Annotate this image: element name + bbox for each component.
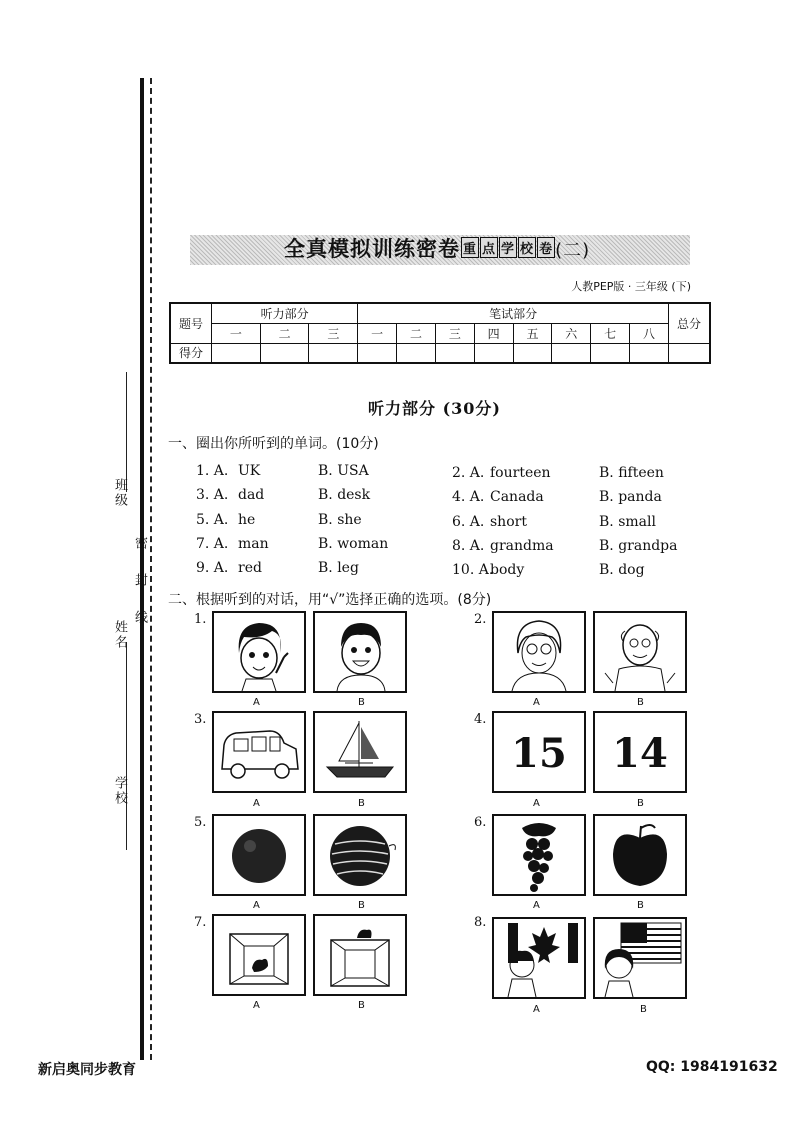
grapes-icon[interactable] — [492, 814, 586, 896]
q1-item-number[interactable]: 4. A. — [452, 489, 485, 506]
orange-icon[interactable] — [212, 814, 306, 896]
title-tag: 校 — [518, 237, 536, 258]
page-title — [284, 233, 590, 263]
option-a-label: A — [533, 697, 540, 708]
edition-label: 人教PEP版 · 三年级 (下) — [571, 280, 691, 293]
col-header: 三 — [435, 323, 474, 343]
option-a-label: A — [533, 900, 540, 911]
score-label: 得分 — [170, 343, 212, 363]
option-b-label: B — [640, 1004, 647, 1015]
col-header: 七 — [591, 323, 630, 343]
score-cell[interactable] — [513, 343, 552, 363]
option-b-label: B — [358, 1000, 365, 1011]
option-b-label: B — [358, 798, 365, 809]
q1-option-b[interactable]: B. dog — [599, 562, 645, 579]
q1-option-b[interactable]: B. she — [318, 511, 362, 528]
q1-item-number[interactable]: 8. A. — [452, 537, 485, 554]
col-header: 二 — [397, 323, 436, 343]
seal-text: 密 封 线 — [132, 536, 147, 634]
title-paren: (二) — [555, 240, 591, 261]
q1-option-a[interactable]: he — [238, 511, 256, 528]
col-header: 一 — [212, 323, 261, 343]
row-label: 题号 — [170, 303, 212, 343]
option-a-label: A — [253, 798, 260, 809]
option-b-label: B — [358, 900, 365, 911]
boy-icon[interactable] — [313, 611, 407, 693]
score-table — [169, 302, 711, 364]
number-14-text: 14 — [612, 730, 668, 777]
q2-number-6: 6. — [474, 815, 487, 830]
option-b-label: B — [637, 798, 644, 809]
score-cell[interactable] — [552, 343, 591, 363]
listening-group: 听力部分 — [212, 303, 358, 323]
q2-number-4: 4. — [474, 712, 487, 727]
option-b-label: B — [358, 697, 365, 708]
col-header: 一 — [358, 323, 397, 343]
canada-boy-icon[interactable] — [492, 917, 586, 999]
apple-icon[interactable] — [593, 814, 687, 896]
q1-option-b[interactable]: B. woman — [318, 535, 389, 552]
score-cell[interactable] — [309, 343, 358, 363]
q1-item-number[interactable]: 1. A. — [196, 463, 229, 479]
score-cell[interactable] — [591, 343, 630, 363]
box-on-icon[interactable] — [313, 914, 407, 996]
title-tag: 重 — [461, 237, 479, 258]
col-header: 二 — [260, 323, 309, 343]
title-text: 全真模拟训练密卷 — [284, 237, 460, 261]
q1-option-b[interactable]: B. small — [599, 513, 656, 530]
q1-option-b[interactable]: B. USA — [318, 463, 369, 479]
q1-option-a[interactable]: UK — [238, 463, 261, 479]
q1-option-a[interactable]: grandma — [490, 537, 554, 554]
name-blank-line — [126, 642, 127, 762]
watermelon-icon[interactable] — [313, 814, 407, 896]
title-tag: 卷 — [537, 237, 555, 258]
col-header: 三 — [309, 323, 358, 343]
title-tags — [460, 237, 555, 261]
q1-option-b[interactable]: B. fifteen — [599, 465, 664, 481]
q2-number-1: 1. — [194, 612, 207, 627]
q1-option-a[interactable]: short — [490, 513, 527, 530]
option-a-label: A — [533, 798, 540, 809]
q1-item-number[interactable]: 3. A. — [196, 487, 229, 504]
title-tag: 学 — [499, 237, 517, 258]
usa-girl-icon[interactable] — [593, 917, 687, 999]
name-label: 姓名 — [112, 620, 127, 650]
col-header: 四 — [474, 323, 513, 343]
footer-qq: QQ: 1984191632 — [646, 1059, 778, 1075]
boat-icon[interactable] — [313, 711, 407, 793]
q1-option-a[interactable]: Canada — [490, 489, 544, 506]
q1-item-number[interactable]: 9. A. — [196, 560, 229, 577]
option-b-label: B — [637, 697, 644, 708]
total-label: 总分 — [669, 303, 711, 343]
q1-option-b[interactable]: B. leg — [318, 560, 359, 577]
number-15-card[interactable] — [492, 711, 586, 793]
score-cell[interactable] — [260, 343, 309, 363]
q2-number-5: 5. — [194, 815, 207, 830]
q2-number-8: 8. — [474, 915, 487, 930]
col-header: 八 — [630, 323, 669, 343]
q1-option-b[interactable]: B. panda — [599, 489, 662, 506]
writing-group: 笔试部分 — [358, 303, 669, 323]
q1-item-number[interactable]: 7. A. — [196, 535, 229, 552]
col-header: 五 — [513, 323, 552, 343]
class-label: 班级 — [112, 478, 127, 508]
option-a-label: A — [533, 1004, 540, 1015]
q1-item-number[interactable]: 10. A. — [452, 562, 494, 579]
score-cell[interactable] — [630, 343, 669, 363]
car-icon[interactable] — [212, 711, 306, 793]
q2-number-3: 3. — [194, 712, 207, 727]
col-header: 六 — [552, 323, 591, 343]
total-cell[interactable] — [669, 343, 711, 363]
q1-option-a[interactable]: dad — [238, 487, 265, 504]
q1-heading: 一、圈出你所听到的单词。(10分) — [168, 436, 379, 452]
q1-item-number[interactable]: 2. A. — [452, 465, 485, 481]
q1-option-a[interactable]: red — [238, 560, 262, 577]
q1-item-number[interactable]: 5. A. — [196, 511, 229, 528]
score-cell[interactable] — [397, 343, 436, 363]
score-cell[interactable] — [212, 343, 261, 363]
section-title: 听力部分 (30分) — [368, 399, 501, 418]
q1-option-a[interactable]: man — [238, 535, 269, 552]
q2-number-2: 2. — [474, 612, 487, 627]
number-15-text: 15 — [511, 730, 567, 777]
option-a-label: A — [253, 697, 260, 708]
number-14-card[interactable] — [593, 711, 687, 793]
q1-item-number[interactable]: 6. A. — [452, 513, 485, 530]
q1-option-a[interactable]: fourteen — [490, 465, 551, 481]
grandma-icon[interactable] — [492, 611, 586, 693]
q1-option-a[interactable]: body — [490, 562, 525, 579]
box-inside-icon[interactable] — [212, 914, 306, 996]
option-b-label: B — [637, 900, 644, 911]
q2-heading: 二、根据听到的对话，用“√”选择正确的选项。(8分) — [168, 592, 492, 608]
class-blank-line — [126, 372, 127, 492]
footer-brand: 新启奥同步教育 — [38, 1062, 136, 1078]
option-a-label: A — [253, 900, 260, 911]
girl-icon[interactable] — [212, 611, 306, 693]
score-cell[interactable] — [474, 343, 513, 363]
q2-number-7: 7. — [194, 915, 207, 930]
q1-option-b[interactable]: B. desk — [318, 487, 371, 504]
school-label: 学校 — [112, 776, 127, 806]
score-cell[interactable] — [435, 343, 474, 363]
score-cell[interactable] — [358, 343, 397, 363]
grandpa-icon[interactable] — [593, 611, 687, 693]
title-tag: 点 — [480, 237, 498, 258]
option-a-label: A — [253, 1000, 260, 1011]
binding-dashed-line — [150, 78, 152, 1060]
q1-option-b[interactable]: B. grandpa — [599, 537, 678, 554]
